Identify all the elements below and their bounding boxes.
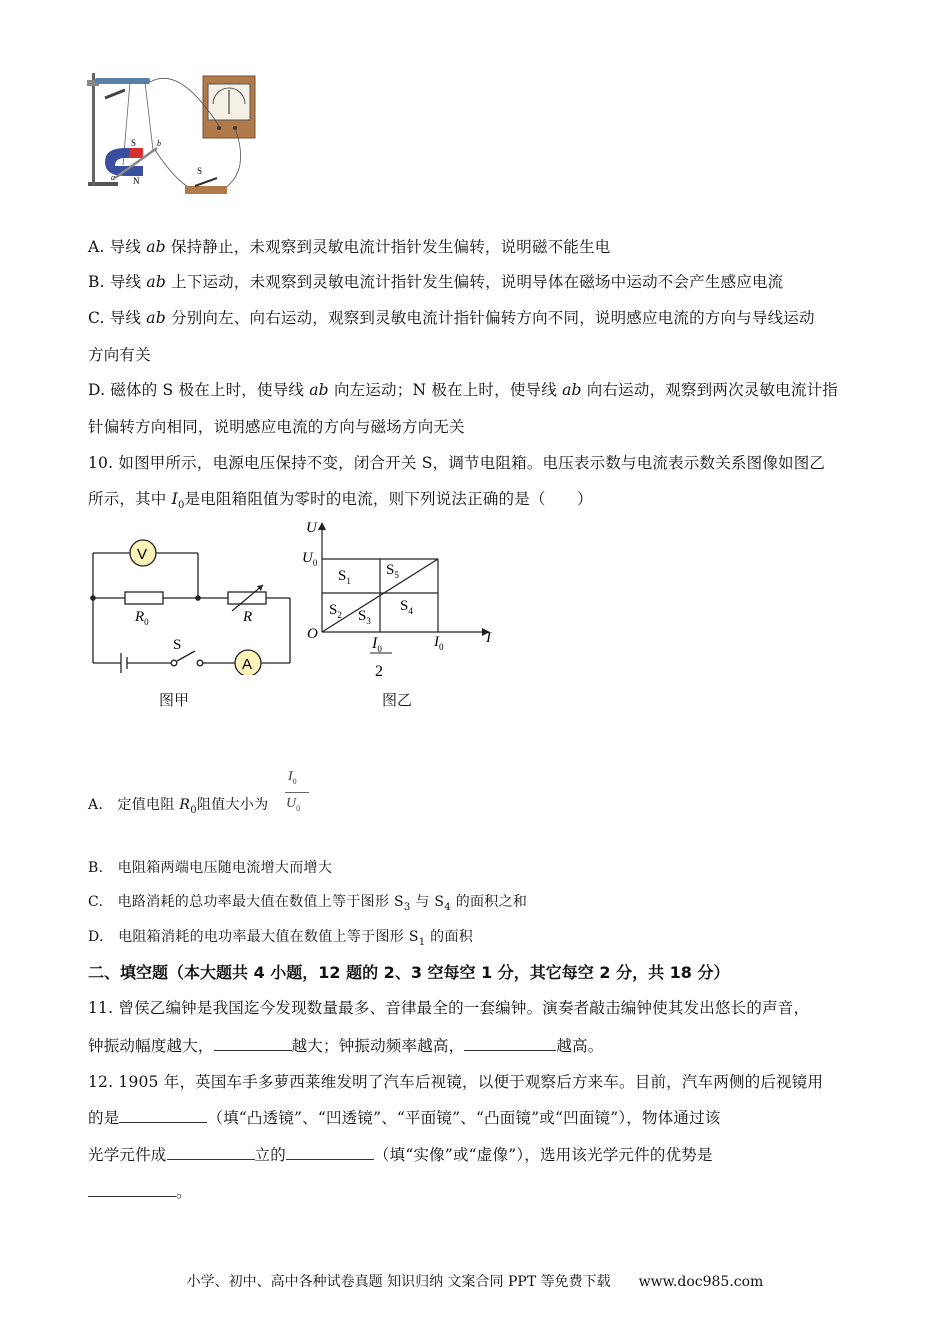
q9-option-d: [88, 378, 838, 400]
area-s3-label: $S_3$: [358, 608, 371, 626]
q9-option-b-var: ab: [146, 273, 166, 291]
q10-option-a-var: R: [179, 797, 191, 813]
q10-option-c-sub1: 3: [403, 901, 411, 913]
q9-option-a-var: ab: [146, 238, 166, 256]
area-s2-label: $S_2$: [329, 602, 342, 620]
graph-u0-label: $U_0$: [302, 550, 318, 568]
induction-apparatus-figure: [85, 70, 265, 202]
q10-stem-line1: 10. 如图甲所示，电源电压保持不变，闭合开关 S，调节电阻箱。电压表示数与电流表示数关系图像如图乙: [88, 454, 826, 472]
q10-stem-line2: [88, 487, 593, 511]
q10-stem-var: I: [171, 490, 178, 508]
q11-line2: [88, 1034, 603, 1056]
q10-option-c: [88, 891, 527, 913]
switch-label: S: [173, 637, 182, 653]
magnet-n-label: N: [133, 176, 140, 186]
wire-b-label: b: [157, 139, 161, 148]
q9-option-b: [88, 270, 783, 292]
page-footer: 小学、初中、高中各种试卷真题 知识归纳 文案合同 PPT 等免费下载 www.doc985.com: [186, 1274, 764, 1290]
q10-option-b: B. 电阻箱两端电压随电流增大而增大: [88, 860, 333, 876]
q9-option-c-line2: 方向有关: [88, 346, 151, 364]
q11-text-b: 越大；钟振动频率越高，: [291, 1037, 465, 1055]
q9-option-c-text: C. 导线: [88, 309, 147, 327]
q10-option-a-frac-num: $I_0$: [288, 769, 297, 786]
r0-label: $R_0$: [135, 609, 149, 627]
q12-text-b: （填“凸透镜”、“凹透镜”、“平面镜”、“凸面镜”或“凹面镜”），物体通过该: [207, 1109, 721, 1127]
voltmeter-label: V: [137, 546, 148, 563]
q10-option-d-sub: 1: [418, 936, 426, 948]
q10-option-d: [88, 926, 473, 948]
graph-i0-label: $I_0$: [434, 634, 444, 652]
q10-stem-text2: 是电阻箱阻值为零时的电流，则下列说法正确的是（ ）: [184, 490, 593, 508]
q9-option-d-var2: ab: [562, 381, 582, 399]
q10-option-c-text3: 的面积之和: [450, 894, 528, 910]
q9-option-d-text3: 向右运动，观察到两次灵敏电流计指: [581, 381, 838, 399]
figure-b-caption: 图乙: [382, 691, 413, 709]
q9-option-d-var1: ab: [309, 381, 329, 399]
q9-option-c-var: ab: [146, 309, 166, 327]
q10-option-a-sub: 0: [190, 804, 197, 816]
graph-half-i0-numerator: $I_0$: [372, 635, 382, 654]
graph-u-axis-label: U: [306, 520, 317, 536]
q12-blank-4[interactable]: [88, 1182, 176, 1197]
ammeter-label: A: [242, 656, 253, 673]
graph-origin-label: O: [307, 626, 318, 642]
q12-line2: [88, 1106, 721, 1128]
q12-text-c: 光学元件成: [88, 1146, 167, 1164]
q10-stem-sub: 0: [177, 500, 185, 512]
area-s1-label: $S_1$: [338, 568, 351, 586]
q12-blank-3[interactable]: [286, 1145, 374, 1160]
q12-line4: [88, 1180, 192, 1202]
q9-option-d-text: D. 磁体的 S 极在上时，使导线: [88, 381, 310, 399]
q10-stem-text: 所示，其中: [88, 490, 172, 508]
q12-line3: [88, 1143, 713, 1165]
q9-option-b-text: B. 导线: [88, 273, 147, 291]
circuit-diagram: [85, 535, 300, 675]
graph-half-i0-denominator: 2: [375, 663, 383, 680]
q9-option-a-text2: 保持静止，未观察到灵敏电流计指针发生偏转，说明磁不能生电: [165, 238, 611, 256]
q9-option-c-text2: 分别向左、向右运动，观察到灵敏电流计指针偏转方向不同，说明感应电流的方向与导线运动: [165, 309, 815, 327]
q11-line1: 11. 曾侯乙编钟是我国迄今发现数量最多、音律最全的一套编钟。演奏者敲击编钟使其发出悠长的声音，: [88, 999, 810, 1017]
section-2-heading: 二、填空题（本大题共 4 小题，12 题的 2、3 空每空 1 分，其它每空 2 分，共 18 分）: [88, 963, 730, 982]
q10-option-d-text: D. 电阻箱消耗的电功率最大值在数值上等于图形 S: [88, 929, 419, 945]
q12-blank-2[interactable]: [167, 1145, 255, 1160]
q10-option-c-sub2: 4: [444, 901, 451, 913]
q10-option-a-text2: 阻值大小为: [196, 797, 269, 813]
r-label: R: [243, 609, 253, 625]
q10-option-a: [88, 794, 268, 816]
q9-option-a-text: A. 导线: [88, 238, 147, 256]
q12-text-a: 的是: [88, 1109, 120, 1127]
area-s4-label: $S_4$: [400, 598, 413, 616]
q12-text-d: 立的: [254, 1146, 286, 1164]
q10-option-a-text: A. 定值电阻: [88, 797, 180, 813]
wire-a-label: a: [111, 173, 115, 182]
q10-option-d-text2: 的面积: [425, 929, 474, 945]
q9-option-c: [88, 306, 815, 328]
magnet-s-label: S: [131, 138, 137, 148]
q10-option-c-text: C. 电路消耗的总功率最大值在数值上等于图形 S: [88, 894, 404, 910]
q9-option-b-text2: 上下运动，未观察到灵敏电流计指针发生偏转，说明导体在磁场中运动不会产生感应电流: [165, 273, 784, 291]
q12-blank-1[interactable]: [119, 1108, 207, 1123]
switch-s-label: S: [197, 166, 203, 176]
q11-text-c: 越高。: [556, 1037, 604, 1055]
q12-line1: 12. 1905 年，英国车手多萝西莱维发明了汽车后视镜，以便于观察后方来车。目前，汽车两侧的后视镜用: [88, 1073, 824, 1091]
q10-option-a-frac-den: $U_0$: [286, 796, 301, 813]
q9-option-a: [88, 235, 611, 257]
q9-option-d-text2: 向左运动；N 极在上时，使导线: [328, 381, 563, 399]
q12-text-f: 。: [176, 1183, 192, 1201]
q9-option-d-line2: 针偏转方向相同，说明感应电流的方向与磁场方向无关: [88, 418, 465, 436]
figure-a-caption: 图甲: [159, 691, 190, 709]
q11-blank-2[interactable]: [464, 1036, 556, 1051]
q10-option-a-frac-bar: [285, 792, 309, 793]
graph-i-axis-label: I: [486, 630, 491, 646]
q10-option-c-text2: 与 S: [410, 894, 445, 910]
q12-text-e: （填“实像”或“虚像”），选用该光学元件的优势是: [373, 1146, 713, 1164]
q11-blank-1[interactable]: [214, 1036, 292, 1051]
u-i-graph: [300, 518, 510, 683]
q11-text-a: 钟振动幅度越大，: [88, 1037, 214, 1055]
area-s5-label: $S_5$: [386, 562, 399, 580]
